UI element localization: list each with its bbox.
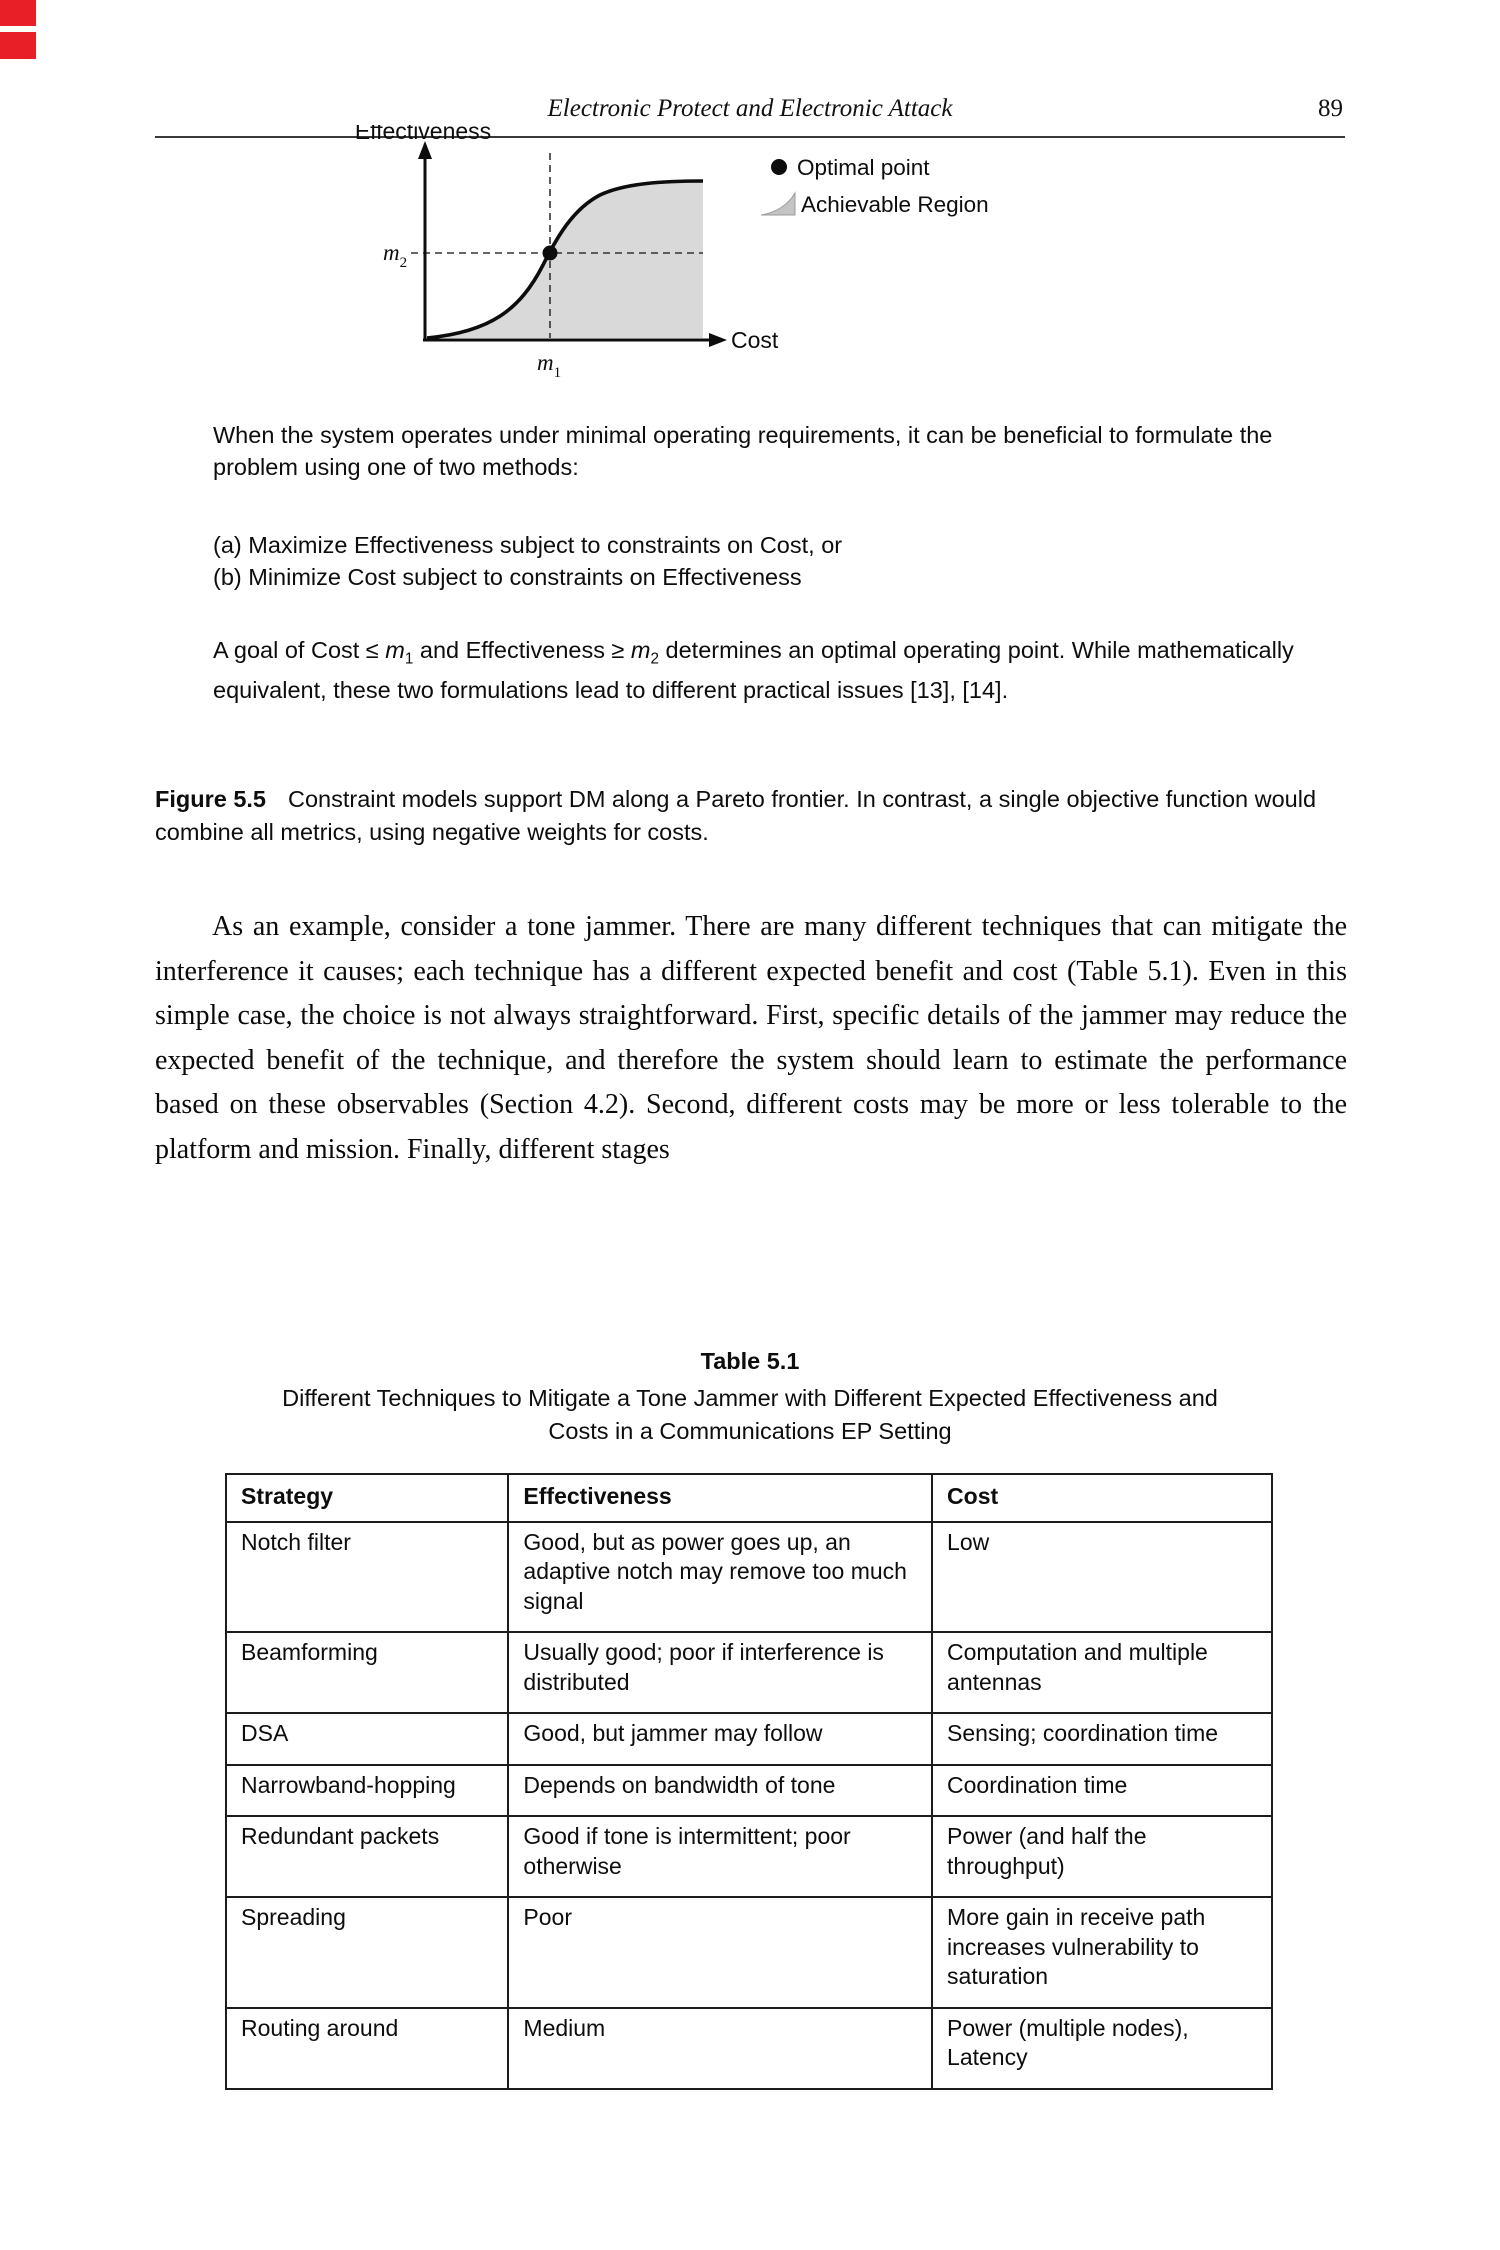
legend-optimal-point-label: Optimal point <box>797 155 930 180</box>
figure-caption-label: Figure 5.5 <box>155 786 267 812</box>
column-header-effectiveness: Effectiveness <box>508 1474 932 1522</box>
body-text-block <box>155 905 1347 1172</box>
m2-label <box>383 240 407 271</box>
table-cell: More gain in receive path increases vulnerability to saturation <box>932 1897 1272 2008</box>
goal-m1: m <box>385 637 405 663</box>
table-cell: Computation and multiple antennas <box>932 1632 1272 1713</box>
table-cell: Power (and half the throughput) <box>932 1816 1272 1897</box>
table-cell: Spreading <box>226 1897 508 2008</box>
table-cell: Routing around <box>226 2008 508 2089</box>
red-tab-marker <box>0 32 36 59</box>
table-cell: Good if tone is intermittent; poor otherwise <box>508 1816 932 1897</box>
column-header-cost: Cost <box>932 1474 1272 1522</box>
table-cell: Good, but as power goes up, an adaptive notch may remove too much signal <box>508 1522 932 1633</box>
header-title: Electronic Protect and Electronic Attack <box>547 95 953 122</box>
table-header-row <box>226 1474 1272 1522</box>
m1-base: m <box>537 350 554 375</box>
page-number: 89 <box>1318 95 1343 122</box>
column-header-strategy: Strategy <box>226 1474 508 1522</box>
table-cell: Beamforming <box>226 1632 508 1713</box>
table-row <box>226 2008 1272 2089</box>
table-subtitle: Different Techniques to Mitigate a Tone Jammer with Different Expected Effectiveness and Costs in a Communications EP Setting <box>282 1385 1218 1444</box>
goal-seg2: and Effectiveness ≥ <box>413 637 631 663</box>
goal-paragraph <box>213 635 1308 707</box>
table-cell: Medium <box>508 2008 932 2089</box>
m1-label <box>537 350 561 381</box>
table-cell: Coordination time <box>932 1765 1272 1817</box>
m1-sub: 1 <box>553 365 562 381</box>
table-cell: Good, but jammer may follow <box>508 1713 932 1765</box>
table-cell: Low <box>932 1522 1272 1633</box>
method-b-line: (b) Minimize Cost subject to constraints on Effectiveness <box>213 563 802 590</box>
x-axis-label: Cost <box>731 327 779 353</box>
goal-m2: m <box>630 637 651 663</box>
body-paragraph: As an example, consider a tone jammer. There are many different techniques that can mitigate the interference it causes; each technique has a different expected benefit and cost (Table 5.1). Even in this simple case, the choice is not always straightforward. First, specific details of the jammer may reduce the expected benefit of the technique, and therefore the system should learn to estimate the performance based on these observables (Section 4.2). Second, different costs may be more or less tolerable to the platform and mission. Finally, different stages <box>155 911 1347 1165</box>
table-cell: Poor <box>508 1897 932 2008</box>
table-cell: Narrowband-hopping <box>226 1765 508 1817</box>
m2-sub: 2 <box>399 255 408 271</box>
table-cell: Power (multiple nodes), Latency <box>932 2008 1272 2089</box>
x-axis-arrow <box>709 333 727 347</box>
table-title: Table 5.1 <box>700 1348 800 1374</box>
table-row <box>226 1713 1272 1765</box>
figure-text-block <box>213 420 1308 707</box>
table-cell: Sensing; coordination time <box>932 1713 1272 1765</box>
table-heading <box>155 1345 1345 1448</box>
m2-base: m <box>383 240 400 265</box>
optimal-point-dot <box>543 246 558 261</box>
y-axis-label: Effectiveness <box>354 125 492 144</box>
goal-m1-sub: 1 <box>404 650 414 668</box>
table-cell: Usually good; poor if interference is distributed <box>508 1632 932 1713</box>
table-row <box>226 1522 1272 1633</box>
table-row <box>226 1897 1272 2008</box>
goal-seg1: A goal of Cost ≤ <box>213 637 386 663</box>
figure-intro-paragraph: When the system operates under minimal operating requirements, it can be beneficial to formulate the problem using one of two methods: <box>213 422 1273 480</box>
table-5-1 <box>225 1473 1273 2090</box>
pareto-frontier-chart <box>295 125 1065 387</box>
method-a-line: (a) Maximize Effectiveness subject to constraints on Cost, or <box>213 532 843 558</box>
method-list <box>213 530 1308 593</box>
table-cell: Redundant packets <box>226 1816 508 1897</box>
legend-achievable-region-icon <box>761 193 795 215</box>
table-cell: DSA <box>226 1713 508 1765</box>
table-cell: Depends on bandwidth of tone <box>508 1765 932 1817</box>
figure-caption-text: Constraint models support DM along a Pareto frontier. In contrast, a single objective function would combine all metrics, using negative weights for costs. <box>155 786 1317 845</box>
legend-optimal-point-icon <box>771 159 787 175</box>
legend-achievable-region-label: Achievable Region <box>801 192 989 217</box>
figure-caption <box>155 783 1350 849</box>
table-row <box>226 1816 1272 1897</box>
table-row <box>226 1765 1272 1817</box>
figure-5-5-chart <box>295 125 1065 392</box>
achievable-region-shade <box>427 181 703 338</box>
goal-m2-sub: 2 <box>650 650 659 668</box>
goal-seg3: determines an optimal operating point. While mathematically equivalent, these two formulations lead to different practical issues [13], [14]. <box>213 637 1294 704</box>
red-tab-marker <box>0 0 36 26</box>
table-row <box>226 1632 1272 1713</box>
table-cell: Notch filter <box>226 1522 508 1633</box>
